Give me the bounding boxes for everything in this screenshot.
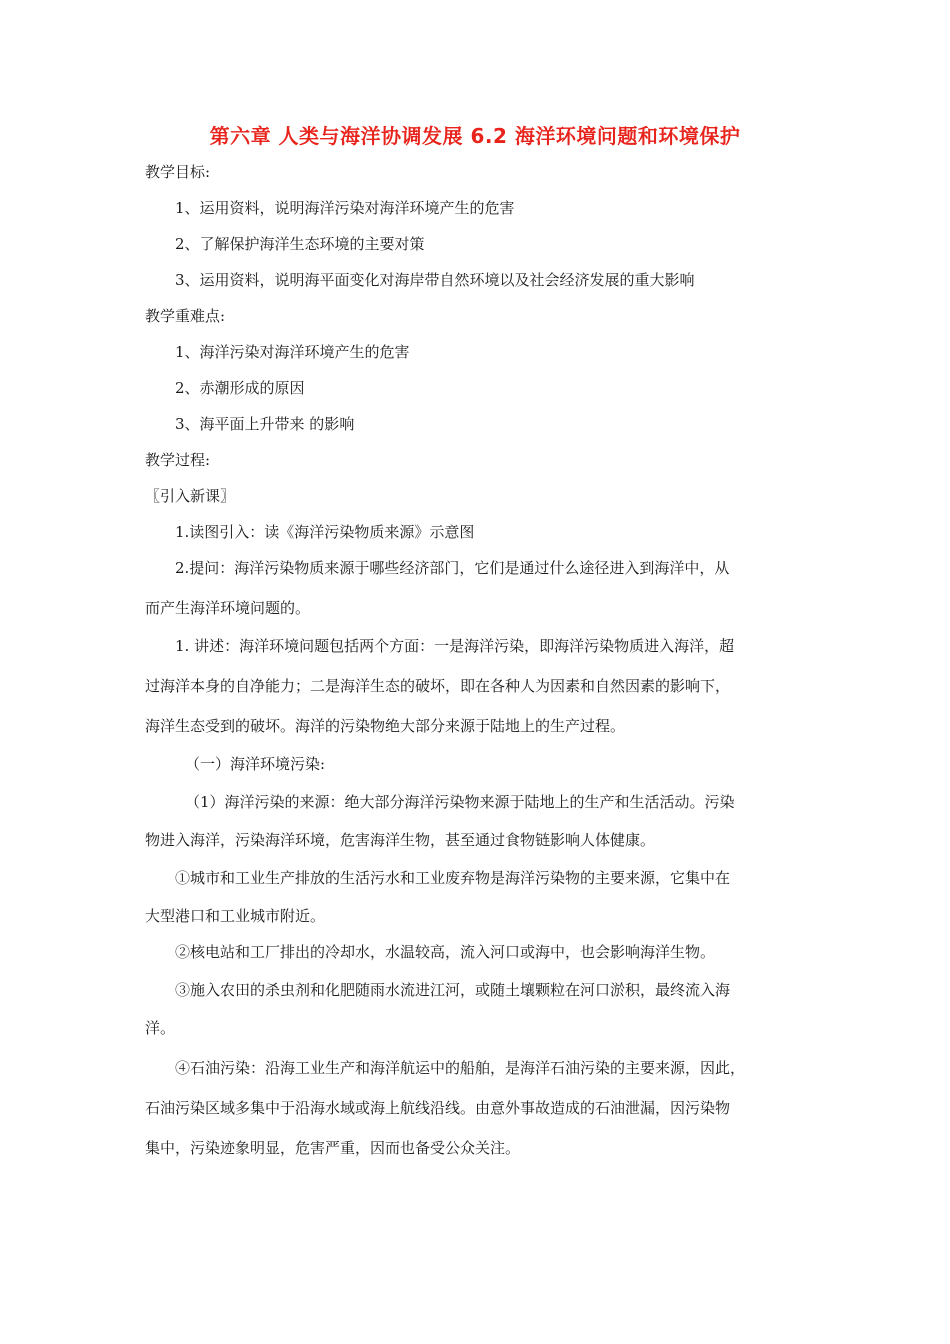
item-2-line-1: ②核电站和工厂排出的冷却水，水温较高，流入河口或海中，也会影响海洋生物。 [175,943,716,961]
document-title: 第六章 人类与海洋协调发展 6.2 海洋环境问题和环境保护 [209,124,741,148]
key-points-heading: 教学重难点: [145,307,226,325]
source-line-1: （1）海洋污染的来源：绝大部分海洋污染物来源于陆地上的生产和生活活动。污染 [185,793,735,811]
lecture-line-3: 海洋生态受到的破坏。海洋的污染物绝大部分来源于陆地上的生产过程。 [145,717,626,735]
objective-item-3: 3、运用资料，说明海平面变化对海岸带自然环境以及社会经济发展的重大影响 [175,271,695,289]
lecture-line-2: 过海洋本身的自净能力；二是海洋生态的破坏，即在各种人为因素和自然因素的影响下， [145,677,731,695]
key-point-item-2: 2、赤潮形成的原因 [175,379,305,397]
section-1-heading: （一）海洋环境污染: [185,755,326,773]
objective-item-1: 1、运用资料，说明海洋污染对海洋环境产生的危害 [175,199,515,217]
intro-heading: 〖引入新课〗 [145,487,236,505]
item-3-line-2: 洋。 [145,1019,176,1037]
item-4-line-2: 石油污染区域多集中于沿海水域或海上航线沿线。由意外事故造成的石油泄漏，因污染物 [145,1099,731,1117]
item-1-line-1: ①城市和工业生产排放的生活污水和工业废弃物是海洋污染物的主要来源，它集中在 [175,869,731,887]
item-1-line-2: 大型港口和工业城市附近。 [145,907,326,925]
process-heading: 教学过程: [145,451,211,469]
step-2-line-1: 2.提问：海洋污染物质来源于哪些经济部门，它们是通过什么途径进入到海洋中，从 [175,559,730,577]
key-point-item-1: 1、海洋污染对海洋环境产生的危害 [175,343,410,361]
objectives-heading: 教学目标: [145,163,211,181]
key-point-item-3: 3、海平面上升带来 的影响 [175,415,355,433]
item-3-line-1: ③施入农田的杀虫剂和化肥随雨水流进江河，或随土壤颗粒在河口淤积，最终流入海 [175,981,731,999]
step-2-line-2: 而产生海洋环境问题的。 [145,599,311,617]
step-1: 1.读图引入：读《海洋污染物质来源》示意图 [175,523,475,541]
item-4-line-1: ④石油污染：沿海工业生产和海洋航运中的船舶，是海洋石油污染的主要来源，因此， [175,1059,746,1077]
lecture-line-1: 1. 讲述：海洋环境问题包括两个方面：一是海洋污染，即海洋污染物质进入海洋，超 [175,637,735,655]
item-4-line-3: 集中，污染迹象明显，危害严重，因而也备受公众关注。 [145,1139,521,1157]
source-line-2: 物进入海洋，污染海洋环境，危害海洋生物，甚至通过食物链影响人体健康。 [145,831,656,849]
objective-item-2: 2、了解保护海洋生态环境的主要对策 [175,235,425,253]
